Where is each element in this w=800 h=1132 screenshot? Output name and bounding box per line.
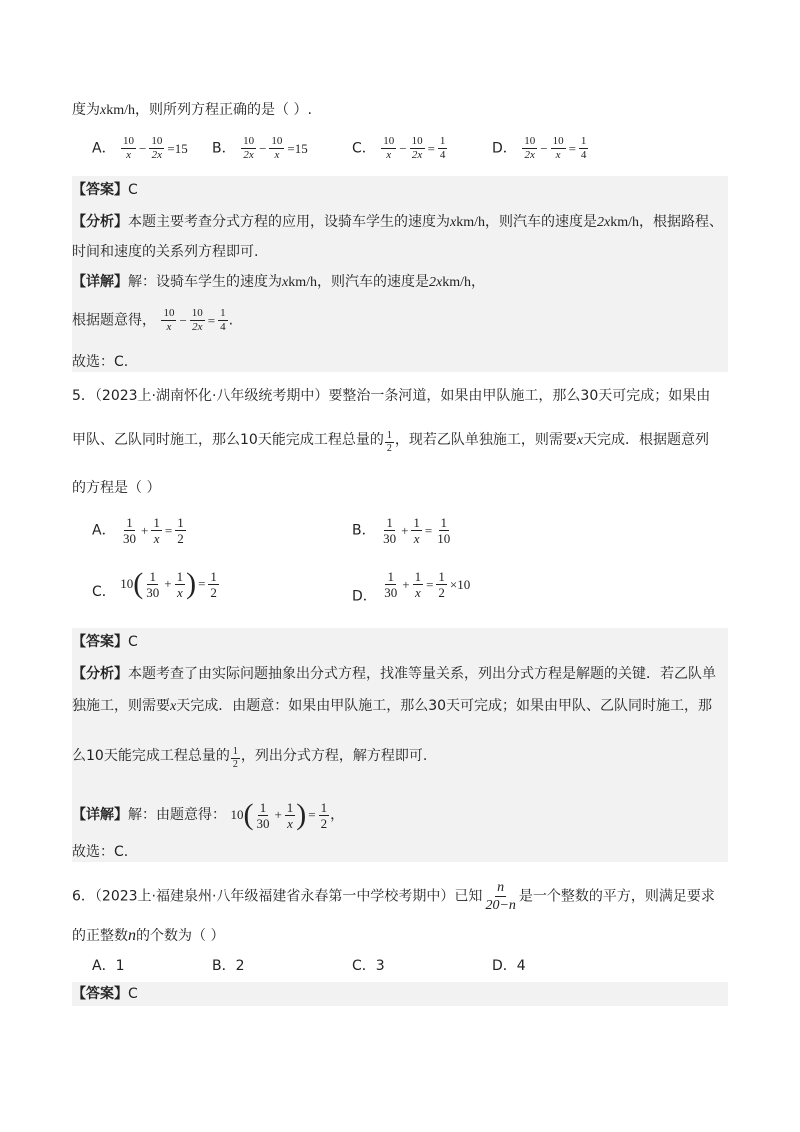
text: 么10天能完成工程总量的 <box>72 748 230 764</box>
option-expression <box>120 136 190 161</box>
analysis-tag: 【分析】 <box>72 666 128 682</box>
text: ，列出分式方程，解方程即可. <box>240 748 428 764</box>
q4-option-d[interactable] <box>492 136 589 161</box>
denominator: 30 <box>146 584 160 600</box>
numerator: 10 <box>271 135 283 147</box>
q5-option-d[interactable] <box>352 570 472 607</box>
denominator: x <box>414 585 421 600</box>
option-expression <box>120 569 220 599</box>
option-label: A． <box>92 522 116 539</box>
minus-sign: − <box>399 140 407 156</box>
numerator: 1 <box>440 515 447 530</box>
unit: km/h <box>288 275 317 290</box>
numerator: 1 <box>580 135 587 147</box>
minus-sign: − <box>259 140 267 156</box>
denominator: 10 <box>437 531 451 546</box>
denominator: x <box>176 584 183 600</box>
q4-analysis-line-1 <box>72 212 723 233</box>
unit: km/h <box>456 215 485 230</box>
equals-sign: = <box>427 140 435 156</box>
option-label: C． <box>92 584 116 600</box>
text: 本题主要考查分式方程的应用，设骑车学生的速度为 <box>128 214 450 230</box>
equals-sign: = <box>424 522 433 538</box>
denominator: x <box>166 321 172 333</box>
q4-stem-line <box>72 100 312 121</box>
denominator: 4 <box>580 149 587 161</box>
q4-detail-line-2 <box>72 308 233 333</box>
answer-value: C <box>128 634 138 650</box>
equals-sign: = <box>426 576 434 592</box>
q5-stem-line-1: 5．（2023上·湖南怀化·八年级统考期中）要整治一条河道，如果由甲队施工，那么30天可完成；如果由 <box>72 388 711 404</box>
q5-detail <box>72 800 344 830</box>
numerator: 10 <box>552 135 564 147</box>
answer-tag: 【答案】 <box>72 634 128 650</box>
numerator: 1 <box>320 799 328 815</box>
var-x: x <box>100 103 107 118</box>
var-x: x <box>170 699 177 714</box>
numerator: 10 <box>151 135 163 147</box>
numerator: 10 <box>163 307 175 319</box>
q4-option-b[interactable] <box>212 136 310 161</box>
denominator: 2 <box>438 585 445 600</box>
q6-option-b[interactable]: B．2 <box>212 958 245 974</box>
numerator: 1 <box>153 515 160 530</box>
text: 根据题意得， <box>72 312 156 329</box>
plus-sign: + <box>402 576 410 592</box>
q6-stem-line-2 <box>72 926 224 946</box>
q6-answer-band <box>72 982 728 1006</box>
numerator: 10 <box>524 135 536 147</box>
plus-sign: + <box>274 807 282 822</box>
denominator: 2x <box>151 149 163 161</box>
text: 的正整数 <box>72 928 128 944</box>
unit: km/h <box>610 215 639 230</box>
equals-sign: = <box>568 140 576 156</box>
minus-sign: − <box>139 140 147 156</box>
q5-option-c[interactable] <box>92 568 220 602</box>
text: ，则所列方程正确的是（ ）. <box>135 102 312 118</box>
q4-detail-line-1 <box>72 272 485 293</box>
denominator: x <box>274 149 280 161</box>
q6-answer <box>72 984 138 1004</box>
numerator: 1 <box>177 515 184 530</box>
q5-analysis-line-3 <box>72 746 427 770</box>
q5-option-b[interactable] <box>352 516 453 545</box>
text: 是一个整数的平方，则满足要求 <box>518 888 715 905</box>
q4-option-a[interactable] <box>92 136 190 161</box>
q5-choose: 故选：C. <box>72 844 129 860</box>
equation <box>230 800 330 830</box>
denominator: x <box>555 149 561 161</box>
option-label: B． <box>212 140 236 157</box>
denominator: 30 <box>123 531 137 546</box>
equals-sign: = <box>207 312 216 328</box>
denominator: 2x <box>411 149 423 161</box>
denominator: x <box>153 531 160 546</box>
left-paren: ( <box>133 567 144 600</box>
numerator: 1 <box>210 568 217 584</box>
numerator: 10 <box>191 307 203 319</box>
text: ， <box>471 274 485 290</box>
var-x: x <box>450 215 457 230</box>
numerator: 1 <box>232 746 238 757</box>
var-n: n <box>128 927 136 944</box>
detail-tag: 【详解】 <box>72 274 128 290</box>
rhs: =15 <box>287 140 308 156</box>
numerator: 1 <box>286 799 294 815</box>
plus-sign: + <box>141 522 149 538</box>
option-expression <box>120 516 187 545</box>
denominator: 2x <box>524 149 535 161</box>
denominator: 4 <box>220 321 226 333</box>
text: 天完成．由题意：如果由甲队施工，那么30天可完成；如果由甲队、乙队同时施工，那 <box>176 698 713 714</box>
text: 解：由题意得： <box>128 807 226 823</box>
text: ， <box>330 807 345 823</box>
denominator: x <box>413 531 420 546</box>
analysis-tag: 【分析】 <box>72 214 128 230</box>
text: . <box>228 312 234 329</box>
numerator: 1 <box>220 307 226 319</box>
text: 独施工，则需要 <box>72 698 170 714</box>
denominator: x <box>386 149 392 161</box>
option-expression <box>380 516 453 545</box>
option-expression <box>381 570 472 599</box>
denominator: x <box>287 815 293 831</box>
option-label: C． <box>352 140 376 157</box>
denominator: 4 <box>439 149 446 161</box>
q5-stem-line-2 <box>72 430 709 454</box>
denominator: 2 <box>177 531 184 546</box>
var-2x: 2x <box>597 215 611 230</box>
text: 6．（2023上·福建泉州·八年级福建省永春第一中学校考期中）已知 <box>72 888 483 905</box>
numerator: 1 <box>126 515 133 530</box>
option-label: A． <box>92 140 116 157</box>
numerator: 1 <box>386 430 392 441</box>
plus-sign: + <box>401 522 409 538</box>
equals-sign: = <box>198 576 206 591</box>
q5-option-a[interactable] <box>92 516 187 545</box>
denominator: 30 <box>384 585 398 600</box>
numerator: n <box>497 880 505 895</box>
text: 甲队、乙队同时施工，那么10天能完成工程总量的 <box>72 432 384 448</box>
minus-sign: − <box>540 140 548 156</box>
equals-sign: = <box>164 522 173 538</box>
q5-analysis-line-2 <box>72 696 712 717</box>
numerator: 1 <box>387 569 394 584</box>
denominator: 30 <box>383 531 397 546</box>
minus-sign: − <box>179 312 187 328</box>
numerator: 1 <box>149 568 156 584</box>
answer-tag: 【答案】 <box>72 986 128 1002</box>
q6-option-a[interactable]: A．1 <box>92 958 125 974</box>
text: 度为 <box>72 102 100 118</box>
text: 天完成．根据题意列 <box>583 432 710 448</box>
q4-answer <box>72 180 138 200</box>
text: 的个数为（ ） <box>136 928 225 944</box>
denominator: 2x <box>243 149 254 161</box>
option-expression <box>521 136 589 161</box>
q4-analysis-line-2: 时间和速度的关系列方程即可. <box>72 244 259 260</box>
right-paren: ) <box>186 567 197 600</box>
numerator: 10 <box>123 135 135 147</box>
denominator: 2 <box>386 443 392 454</box>
text: ，现若乙队单独施工，则需要 <box>394 432 577 448</box>
numerator: 10 <box>383 135 395 147</box>
q5-stem-line-3: 的方程是（ ） <box>72 480 161 496</box>
unit: km/h <box>442 275 471 290</box>
right-paren: ) <box>296 798 307 831</box>
coefficient: 10 <box>230 807 244 822</box>
denominator: 2x <box>192 321 203 333</box>
q6-option-d[interactable]: D．4 <box>492 958 526 974</box>
numerator: 1 <box>439 135 446 147</box>
option-label: D． <box>492 140 517 157</box>
times-ten: ×10 <box>449 576 471 592</box>
left-paren: ( <box>243 798 254 831</box>
denominator: 2 <box>320 815 328 831</box>
q5-analysis-line-1 <box>72 664 716 684</box>
coefficient: 10 <box>120 576 134 591</box>
option-label: D． <box>352 588 377 605</box>
option-label: B． <box>352 522 376 539</box>
unit: km/h <box>106 103 135 118</box>
numerator: 1 <box>438 569 445 584</box>
equation <box>160 308 228 333</box>
answer-value: C <box>128 986 138 1002</box>
var-2x: 2x <box>429 275 443 290</box>
denominator: 20−n <box>485 898 516 913</box>
numerator: 1 <box>259 799 267 815</box>
text: ，则汽车的速度是 <box>485 214 597 230</box>
q5-answer <box>72 632 138 652</box>
text: 本题考查了由实际问题抽象出分式方程，找准等量关系，列出分式方程是解题的关键．若乙队单 <box>128 666 716 682</box>
q4-choose: 故选：C. <box>72 354 129 370</box>
text: ，则汽车的速度是 <box>317 274 429 290</box>
option-expression <box>240 136 310 161</box>
q6-stem-line-1 <box>72 880 715 913</box>
var-x: x <box>282 275 289 290</box>
rhs: =15 <box>167 140 188 156</box>
numerator: 1 <box>386 515 393 530</box>
var-x: x <box>576 433 584 448</box>
text: 解：设骑车学生的速度为 <box>128 274 282 290</box>
numerator: 1 <box>413 515 420 530</box>
denominator: x <box>126 149 131 161</box>
denominator: 30 <box>256 815 270 831</box>
option-expression <box>380 136 448 161</box>
plus-sign: + <box>164 576 172 591</box>
numerator: 1 <box>414 569 422 584</box>
text: ，根据路程、 <box>639 214 723 230</box>
answer-value: C <box>128 182 138 198</box>
q4-option-c[interactable] <box>352 136 448 161</box>
numerator: 10 <box>411 135 423 147</box>
equals-sign: = <box>308 807 316 822</box>
denominator: 2 <box>232 759 238 770</box>
q6-option-c[interactable]: C．3 <box>352 958 385 974</box>
answer-tag: 【答案】 <box>72 182 128 198</box>
denominator: 2 <box>210 584 217 600</box>
numerator: 1 <box>176 568 184 584</box>
detail-tag: 【详解】 <box>72 807 128 823</box>
numerator: 10 <box>243 135 255 147</box>
